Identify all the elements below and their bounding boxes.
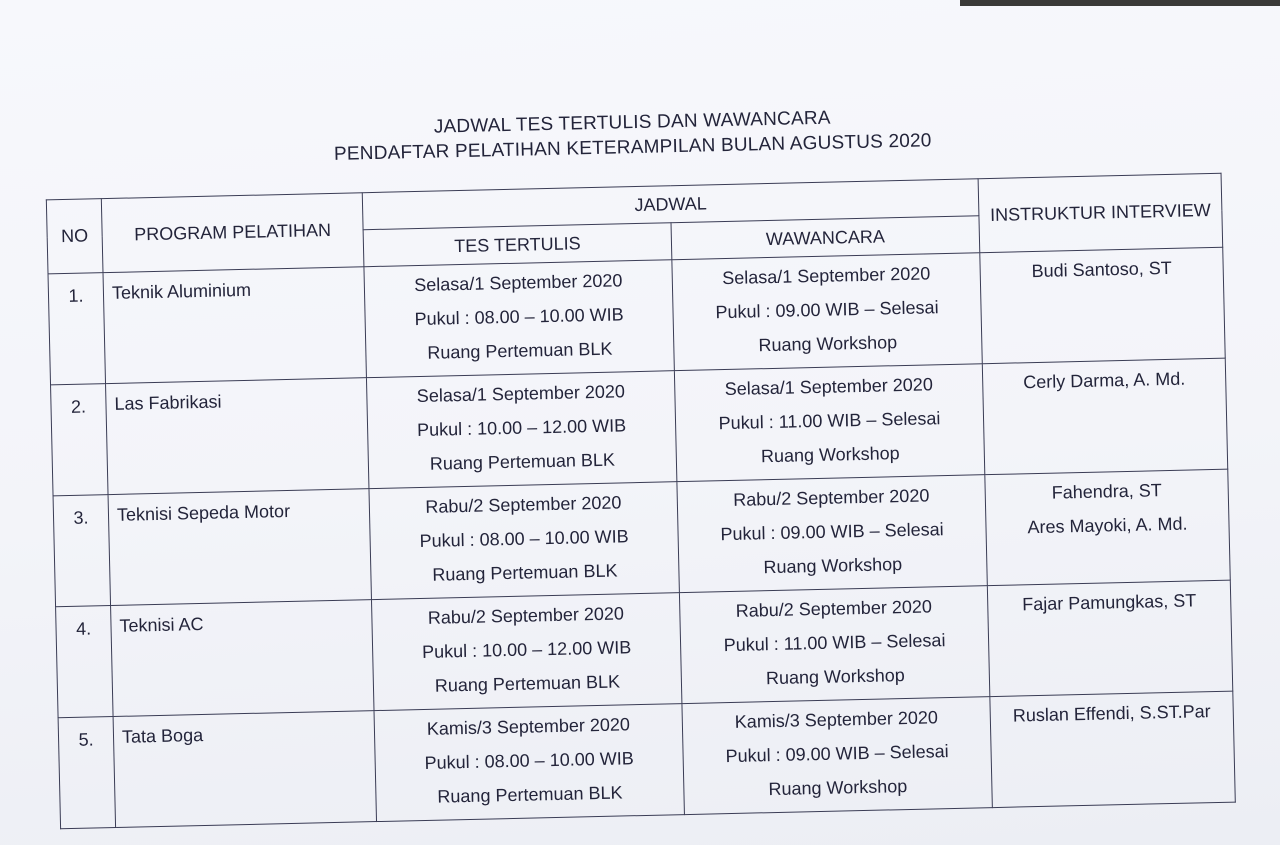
row-number: 3. [53,495,111,607]
wawancara-cell [679,586,989,704]
schedule-table [46,173,1236,830]
instruktur-name: Fahendra, ST [1051,480,1162,503]
tes-time: Pukul : 10.00 – 12.00 WIB [421,637,632,662]
tes-date: Selasa/1 September 2020 [414,270,623,296]
tes-tertulis-cell [371,593,681,711]
tes-room: Ruang Pertemuan BLK [432,560,618,585]
instruktur-name: Budi Santoso, ST [1031,257,1172,282]
wawancara-date: Kamis/3 September 2020 [734,707,939,732]
tes-room: Ruang Pertemuan BLK [429,449,616,474]
wawancara-cell [677,475,987,593]
wawancara-time: Pukul : 09.00 WIB – Selesai [720,519,944,545]
wawancara-date: Rabu/2 September 2020 [735,596,933,621]
wawancara-cell [682,697,992,815]
tes-time: Pukul : 08.00 – 10.00 WIB [424,748,634,773]
wawancara-time: Pukul : 11.00 WIB – Selesai [723,630,946,656]
row-number: 1. [48,273,106,385]
wawancara-room: Ruang Workshop [765,665,905,689]
instruktur-cell [985,469,1230,585]
program-name: Las Fabrikasi [106,378,369,495]
wawancara-room: Ruang Workshop [768,776,908,800]
header-wawancara: WAWANCARA [671,216,980,260]
schedule-body [48,247,1235,829]
tes-room: Ruang Pertemuan BLK [427,338,613,363]
instruktur-name: Fajar Pamungkas, ST [1021,590,1197,615]
tes-tertulis-cell [364,260,674,378]
instruktur-cell [987,580,1232,696]
program-name: Teknisi AC [111,600,374,717]
tes-tertulis-cell [369,482,679,600]
program-name: Tata Boga [113,711,376,828]
program-name: Teknisi Sepeda Motor [108,489,371,606]
tes-time: Pukul : 08.00 – 10.00 WIB [414,304,624,330]
instruktur-cell [980,247,1225,363]
wawancara-room: Ruang Workshop [758,332,898,356]
tes-date: Rabu/2 September 2020 [427,603,625,628]
row-number: 2. [51,384,109,496]
wawancara-time: Pukul : 09.00 WIB – Selesai [725,741,949,767]
wawancara-cell [672,253,982,371]
wawancara-time: Pukul : 09.00 WIB – Selesai [715,297,939,323]
wawancara-room: Ruang Workshop [760,443,900,467]
wawancara-date: Selasa/1 September 2020 [724,374,934,400]
row-number: 4. [56,606,114,718]
subtitle-line: PENDAFTAR PELATIHAN KETERAMPILAN BULAN AGUSTUS 2020 [333,130,932,165]
tes-date: Rabu/2 September 2020 [425,492,622,517]
header-no: NO [46,199,103,274]
title-line: JADWAL TES TERTULIS DAN WAWANCARA [433,107,831,138]
program-name: Teknik Aluminium [103,267,366,384]
header-program: PROGRAM PELATIHAN [101,193,364,273]
instruktur-name: Ruslan Effendi, S.ST.Par [1012,701,1211,726]
instruktur-cell [982,358,1227,474]
wawancara-date: Selasa/1 September 2020 [721,263,931,289]
wawancara-time: Pukul : 11.00 WIB – Selesai [718,408,941,434]
wawancara-date: Rabu/2 September 2020 [733,485,930,510]
document-title [32,96,1233,173]
tes-tertulis-cell [366,371,676,489]
header-tes-tertulis: TES TERTULIS [363,223,672,267]
tes-room: Ruang Pertemuan BLK [437,782,623,807]
instruktur-name: Ares Mayoki, A. Md. [1027,513,1188,538]
wawancara-room: Ruang Workshop [763,554,903,578]
tes-date: Kamis/3 September 2020 [426,714,631,739]
tes-date: Selasa/1 September 2020 [416,381,626,407]
row-number: 5. [58,717,116,829]
tes-time: Pukul : 10.00 – 12.00 WIB [416,415,627,441]
header-instruktur: INSTRUKTUR INTERVIEW [978,173,1223,252]
instruktur-cell [990,691,1235,807]
tes-tertulis-cell [374,704,684,822]
background-edge [960,0,1280,6]
instruktur-name: Cerly Darma, A. Md. [1022,368,1186,393]
tes-time: Pukul : 08.00 – 10.00 WIB [419,526,629,552]
document-page [32,96,1248,833]
tes-room: Ruang Pertemuan BLK [434,671,621,696]
wawancara-cell [674,364,984,482]
header-jadwal: JADWAL [362,179,979,230]
